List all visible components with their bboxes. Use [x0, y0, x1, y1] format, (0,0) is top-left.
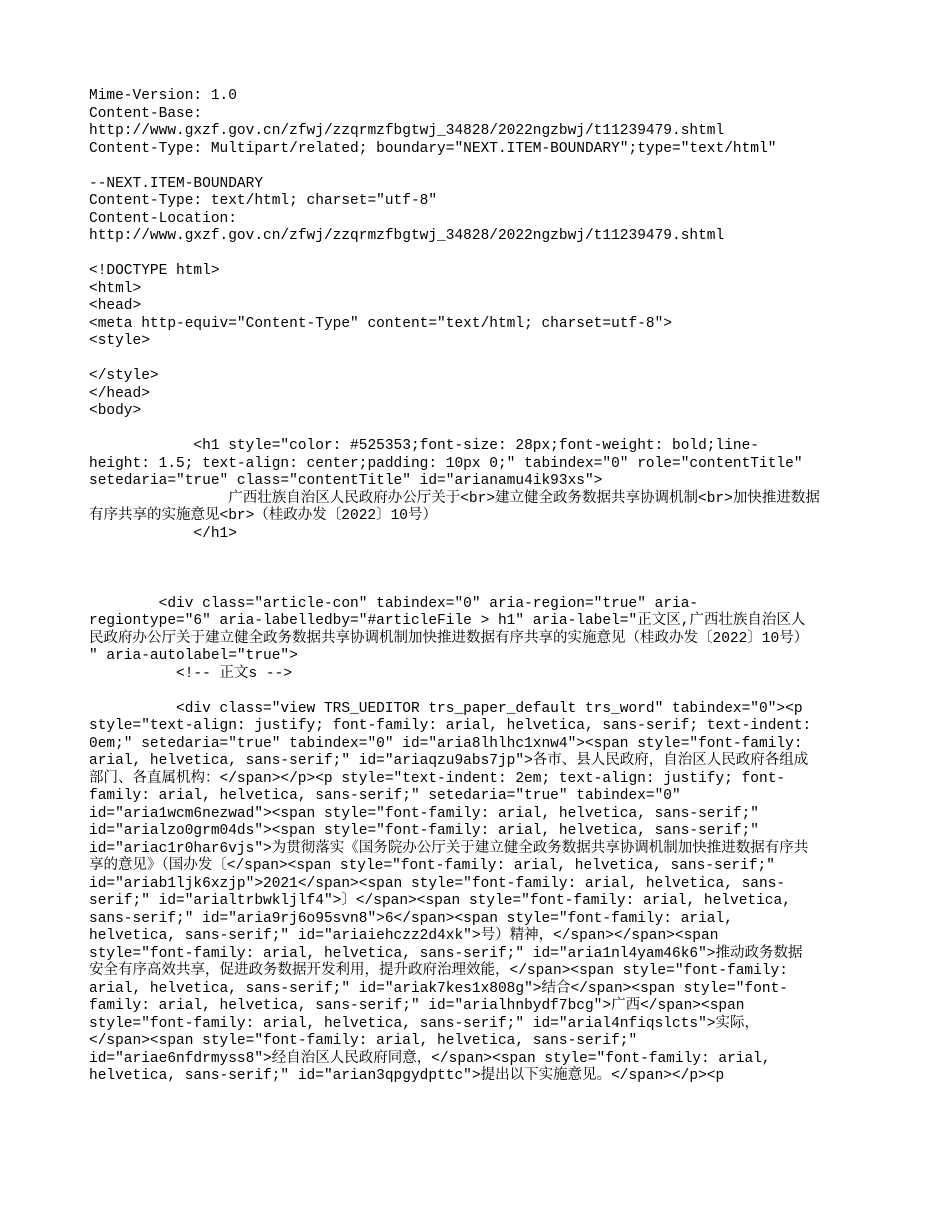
document-line: <div class="article-con" tabindex="0" aria-region="true" aria- — [89, 595, 699, 612]
document-line: serif;" id="arialtrbwkljlf4">〕</span><span style="font-family: arial, helvetica, — [89, 893, 791, 909]
document-line: 民政府办公厅关于建立健全政务数据共享协调机制加快推进数据有序共享的实施意见（桂政办发〔2022〕10号） — [89, 630, 809, 647]
document-line: <h1 style="color: #525353;font-size: 28px;font-weight: bold;line- — [89, 438, 760, 454]
document-line: height: 1.5; text-align: center;padding: 10px 0;" tabindex="0" role="contentTitle" — [89, 455, 803, 472]
document-line: 安全有序高效共享，促进政务数据开发利用，提升政府治理效能，</span><span style="font-family: — [89, 963, 788, 979]
document-line: style="text-align: justify; font-family: arial, helvetica, sans-serif; text-indent: — [89, 718, 812, 734]
document-line — [89, 561, 869, 579]
document-line — [89, 351, 869, 369]
document-line: Content-Type: Multipart/related; boundary="NEXT.ITEM-BOUNDARY";type="text/html" — [89, 140, 777, 157]
document-line — [89, 683, 869, 701]
document-line: id="ariae6nfdrmyss8">经自治区人民政府同意，</span><span style="font-family: arial, — [89, 1050, 771, 1067]
document-line: family: arial, helvetica, sans-serif;" id="arialhnbydf7bcg">广西</span><span — [89, 998, 745, 1014]
document-line: family: arial, helvetica, sans-serif;" setedaria="true" tabindex="0" — [89, 788, 681, 804]
document-line — [89, 421, 869, 439]
document-line: http://www.gxzf.gov.cn/zfwj/zzqrmzfbgtwj_34828/2022ngzbwj/t11239479.shtml — [89, 228, 725, 244]
document-line: Mime-Version: 1.0 — [89, 88, 237, 104]
document-line: <!DOCTYPE html> — [89, 263, 220, 279]
document-line — [89, 578, 869, 596]
document-line: <head> — [89, 298, 142, 314]
document-line: id="aria1wcm6nezwad"><span style="font-family: arial, helvetica, sans-serif;" — [89, 805, 760, 822]
document-line: <style> — [89, 333, 150, 349]
document-line: 有序共享的实施意见<br>（桂政办发〔2022〕10号） — [89, 508, 438, 524]
document-line: 享的意见》（国办发〔</span><span style="font-family: arial, helvetica, sans-serif;" — [89, 858, 775, 874]
document-line: sans-serif;" id="aria9rj6o95svn8">6</span><span style="font-family: arial, — [89, 910, 733, 927]
document-line: 广西壮族自治区人民政府办公厅关于<br>建立健全政务数据共享协调机制<br>加快推进数据 — [89, 490, 820, 507]
document-line: arial, helvetica, sans-serif;" id="ariaqzu9abs7jp">各市、县人民政府，自治区人民政府各组成 — [89, 753, 809, 769]
document-line: </span><span style="font-family: arial, helvetica, sans-serif;" — [89, 1033, 638, 1049]
document-line — [89, 543, 869, 561]
document-line: Content-Base: — [89, 105, 203, 122]
document-line: <meta http-equiv="Content-Type" content="text/html; charset=utf-8"> — [89, 315, 672, 332]
document-line: helvetica, sans-serif;" id="ariaiehczz2d4xk">号）精神，</span></span><span — [89, 928, 719, 944]
document-line: helvetica, sans-serif;" id="arian3qpgydpttc">提出以下实施意见。</span></p><p — [89, 1068, 725, 1084]
document-line: style="font-family: arial, helvetica, sans-serif;" id="aria1nl4yam46k6">推动政务数据 — [89, 945, 803, 962]
document-line: setedaria="true" class="contentTitle" id="arianamu4ik93xs"> — [89, 473, 603, 489]
document-page — [89, 88, 869, 1086]
document-line: arial, helvetica, sans-serif;" id="ariak7kes1x808g">结合</span><span style="font- — [89, 980, 789, 997]
document-line: --NEXT.ITEM-BOUNDARY — [89, 175, 264, 192]
document-line — [89, 246, 869, 264]
document-line: <body> — [89, 403, 142, 419]
document-line — [89, 158, 869, 176]
document-line: " aria-autolabel="true"> — [89, 648, 298, 664]
document-line: <!-- 正文s --> — [89, 665, 293, 682]
document-line: <div class="view TRS_UEDITOR trs_paper_default trs_word" tabindex="0"><p — [89, 700, 803, 717]
document-line: id="ariab1ljk6xzjp">2021</span><span style="font-family: arial, helvetica, sans- — [89, 875, 786, 892]
document-line: style="font-family: arial, helvetica, sans-serif;" id="arial4nfiqslcts">实际， — [89, 1015, 760, 1032]
document-line: 部门、各直属机构：</span></p><p style="text-indent: 2em; text-align: justify; font- — [89, 770, 786, 787]
document-line: </style> — [89, 368, 159, 384]
document-line: Content-Location: — [89, 210, 237, 227]
document-line: id="arialzo0grm04ds"><span style="font-family: arial, helvetica, sans-serif;" — [89, 823, 760, 839]
document-line: <html> — [89, 280, 142, 297]
document-line: regiontype="6" aria-labelledby="#articleFile > h1" aria-label="正文区,广西壮族自治区人 — [89, 613, 806, 629]
document-line: id="ariac1r0har6vjs">为贯彻落实《国务院办公厅关于建立健全政务数据共享协调机制加快推进数据有序共 — [89, 840, 809, 857]
document-line: http://www.gxzf.gov.cn/zfwj/zzqrmzfbgtwj_34828/2022ngzbwj/t11239479.shtml — [89, 123, 725, 139]
document-line: Content-Type: text/html; charset="utf-8" — [89, 193, 438, 209]
document-line: </head> — [89, 385, 150, 402]
document-line: </h1> — [89, 525, 237, 542]
document-line: 0em;" setedaria="true" tabindex="0" id="aria8lhlhc1xnw4"><span style="font-family: — [89, 735, 803, 752]
